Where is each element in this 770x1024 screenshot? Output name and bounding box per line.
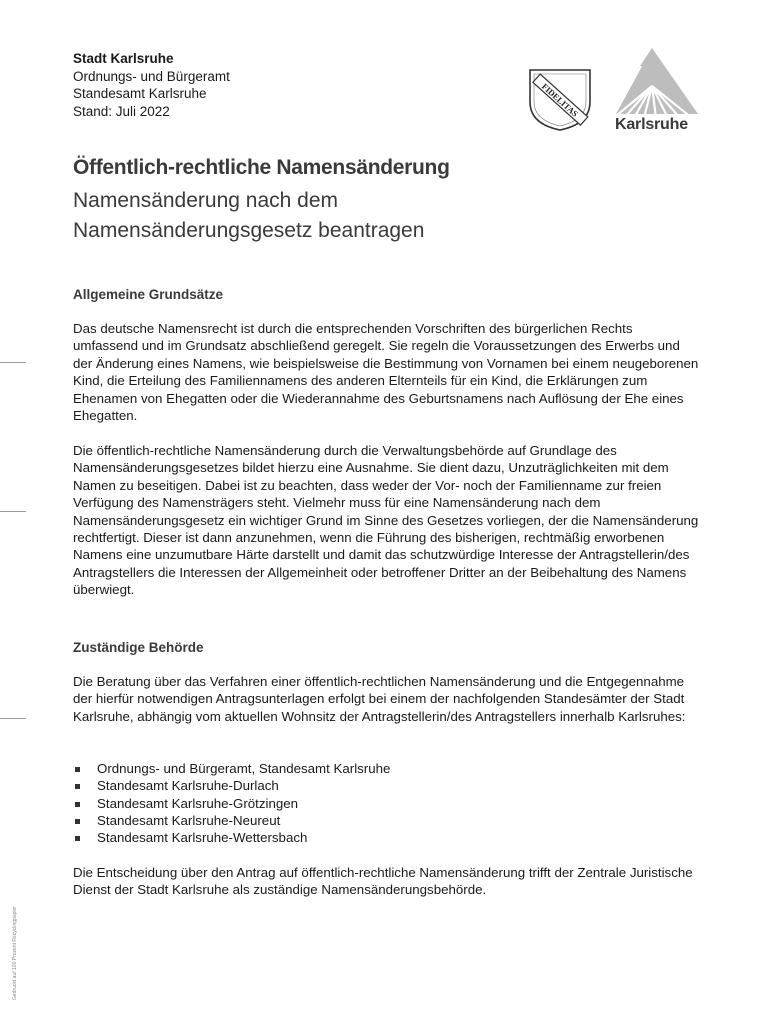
list-item: Standesamt Karlsruhe-Wettersbach xyxy=(73,829,390,846)
brand-name: Karlsruhe xyxy=(615,116,688,133)
org-name: Stadt Karlsruhe xyxy=(73,51,174,66)
paragraph-principles-1: Das deutsche Namensrecht ist durch die entsprechenden Vorschriften des bürgerlichen Rechts umfassend und im Grundsatz abschließend geregelt. Sie regeln die Voraussetzungen des Erwerbs und der Änderung eines Namens, wie beispielsweise die Bestimmung von Vornamen bei einem neugeborenen Kind, die Erteilung des Familiennamens des anderen Elternteils für ein Kind, die Erklärungen zum Ehenamen von Ehegatten oder die Wiederannahme des Geburtsnamens nach Auflösung der Ehe eines Ehegatten. xyxy=(73,321,699,424)
bullet-square-icon xyxy=(75,802,80,807)
paragraph-authority-1: Die Beratung über das Verfahren einer öffentlich-rechtlichen Namensänderung und die Entgegennahme der hierfür notwendigen Antragsunterlagen erfolgt bei einem der nachfolgenden Standesämter der Stadt Karlsruhe, abhängig vom aktuellen Wohnsitz der Antragstellerin/des Antragstellers innerhalb Karlsruhes: xyxy=(73,674,686,724)
subtitle-line-2: Namensänderungsgesetz beantragen xyxy=(73,219,425,242)
paragraph-authority-2: Die Entscheidung über den Antrag auf öffentlich-rechtliche Namensänderung trifft der Zentrale Juristische Dienst der Stadt Karlsruhe als zuständige Namensänderungsbehörde. xyxy=(73,865,693,898)
section-heading-principles: Allgemeine Grundsätze xyxy=(73,287,224,302)
list-item: Standesamt Karlsruhe-Neureut xyxy=(73,812,390,829)
office-list xyxy=(73,760,390,846)
list-item: Ordnungs- und Bürgeramt, Standesamt Karlsruhe xyxy=(73,760,390,777)
document-date: Stand: Juli 2022 xyxy=(73,103,170,119)
page-subtitle xyxy=(73,186,633,246)
fold-mark xyxy=(0,511,26,512)
bullet-square-icon xyxy=(75,819,80,824)
subtitle-line-1: Namensänderung nach dem xyxy=(73,189,339,212)
bullet-square-icon xyxy=(75,767,80,772)
list-item: Standesamt Karlsruhe-Durlach xyxy=(73,777,390,794)
coat-of-arms-logo xyxy=(524,66,596,132)
bullet-square-icon xyxy=(75,836,80,841)
recycling-paper-note: Gedruckt auf 100 Prozent Recyclingpapier xyxy=(12,906,18,1000)
section-heading-authority: Zuständige Behörde xyxy=(73,640,204,655)
sender-block xyxy=(73,50,230,120)
bullet-square-icon xyxy=(75,784,80,789)
fold-mark xyxy=(0,362,26,363)
office-name: Standesamt Karlsruhe xyxy=(73,86,207,101)
svg-text:FIDELITAS: FIDELITAS xyxy=(539,81,581,119)
fold-mark xyxy=(0,718,26,719)
dept-name: Ordnungs- und Bürgeramt xyxy=(73,68,230,84)
list-item: Standesamt Karlsruhe-Grötzingen xyxy=(73,795,390,812)
paragraph-principles-2: Die öffentlich-rechtliche Namensänderung durch die Verwaltungsbehörde auf Grundlage des Namensänderungsgesetzes bildet hierzu eine Ausnahme. Sie dient dazu, Unzuträglichkeiten mit dem Namen zu beseitigen. Dabei ist zu beachten, dass weder der Vor- noch der Familienname zur freien Verfügung des Namensträgers steht. Vielmehr muss für eine Namensänderung nach dem Namensänderungsgesetz ein wichtiger Grund im Sinne des Gesetzes vorliegen, der die Namensänderung rechtfertigt. Dieser ist dann anzunehmen, wenn die Führung des bisherigen, rechtmäßig erworbenen Namens eine unzumutbare Härte darstellt und damit das schutzwürdige Interesse der Antragstellerin/des Antragstellers die Interessen der Allgemeinheit oder betroffener Dritter an der Beibehaltung des Namens überwiegt. xyxy=(73,443,699,598)
page-title: Öffentlich-rechtliche Namensänderung xyxy=(73,156,450,179)
